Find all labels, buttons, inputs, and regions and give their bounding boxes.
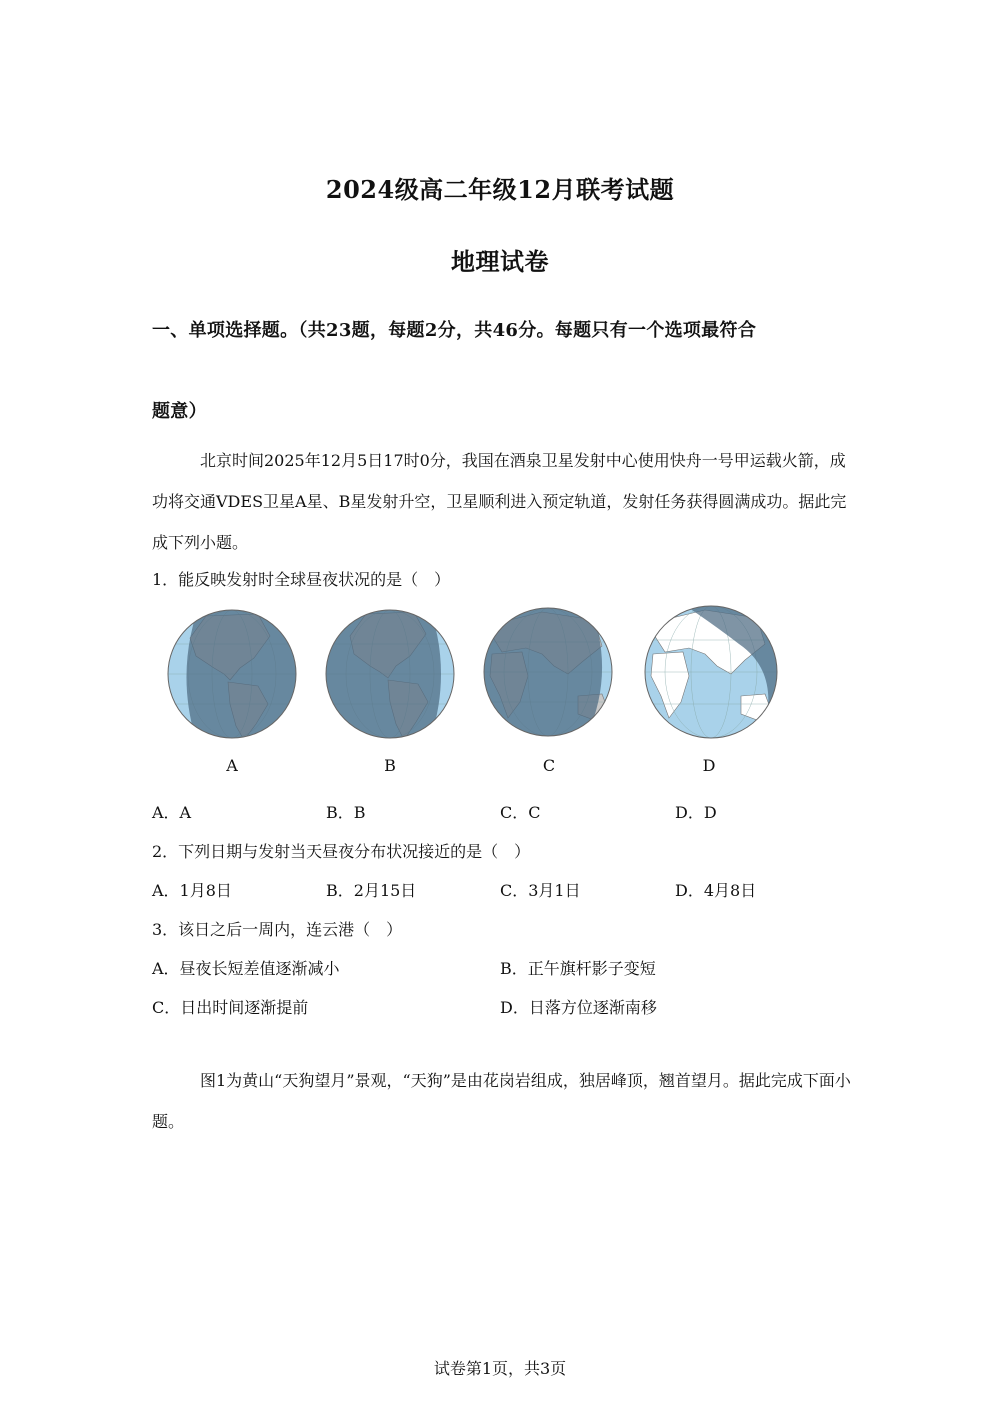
section-heading-line1: 一、单项选择题。（共23题，每题2分，共46分。每题只有一个选项最符合	[152, 320, 757, 341]
question-2-stem: 2．下列日期与发射当天昼夜分布状况接近的是（ ）	[152, 842, 531, 861]
q3-option-c: C．日出时间逐渐提前	[152, 998, 309, 1017]
question-3-stem: 3．该日之后一周内，连云港（ ）	[152, 920, 403, 939]
globe-figure-c	[482, 606, 614, 738]
q1-option-a: A．A	[152, 803, 192, 822]
subject-title: 地理试卷	[451, 247, 549, 276]
globe-figure-b	[324, 608, 456, 740]
q2-option-c: C．3月1日	[500, 881, 581, 900]
figure-label-c: C	[542, 756, 556, 775]
q2-option-a: A．1月8日	[152, 881, 232, 900]
q3-option-a: A．昼夜长短差值逐渐减小	[152, 959, 340, 978]
passage-huangshan: 图1为黄山“天狗望月”景观，“天狗”是由花岗岩组成，独居峰顶，翘首望月。据此完成下面小题。	[152, 1071, 851, 1131]
exam-title: 2024级高二年级12月联考试题	[325, 175, 675, 204]
q1-option-b: B．B	[326, 803, 366, 822]
passage-launch: 北京时间2025年12月5日17时0分，我国在酒泉卫星发射中心使用快舟一号甲运载火箭，成功将交通VDES卫星A星、B星发射升空，卫星顺利进入预定轨道，发射任务获得圆满成功。据此完成下列小题。	[152, 451, 847, 552]
globe-figure-a	[166, 608, 298, 740]
q2-option-d: D．4月8日	[675, 881, 757, 900]
page-footer: 试卷第1页，共3页	[433, 1359, 567, 1378]
figure-label-d: D	[702, 756, 716, 775]
question-1-stem: 1．能反映发射时全球昼夜状况的是（ ）	[152, 570, 451, 589]
q1-option-c: C．C	[500, 803, 541, 822]
figure-label-a: A	[226, 756, 238, 775]
q2-option-b: B．2月15日	[326, 881, 417, 900]
q1-option-d: D．D	[675, 803, 717, 822]
q3-option-b: B．正午旗杆影子变短	[500, 959, 656, 978]
section-heading-line2: 题意）	[152, 401, 207, 422]
globe-figure-d	[643, 604, 779, 740]
q3-option-d: D．日落方位逐渐南移	[500, 998, 657, 1017]
figure-label-b: B	[384, 756, 396, 775]
